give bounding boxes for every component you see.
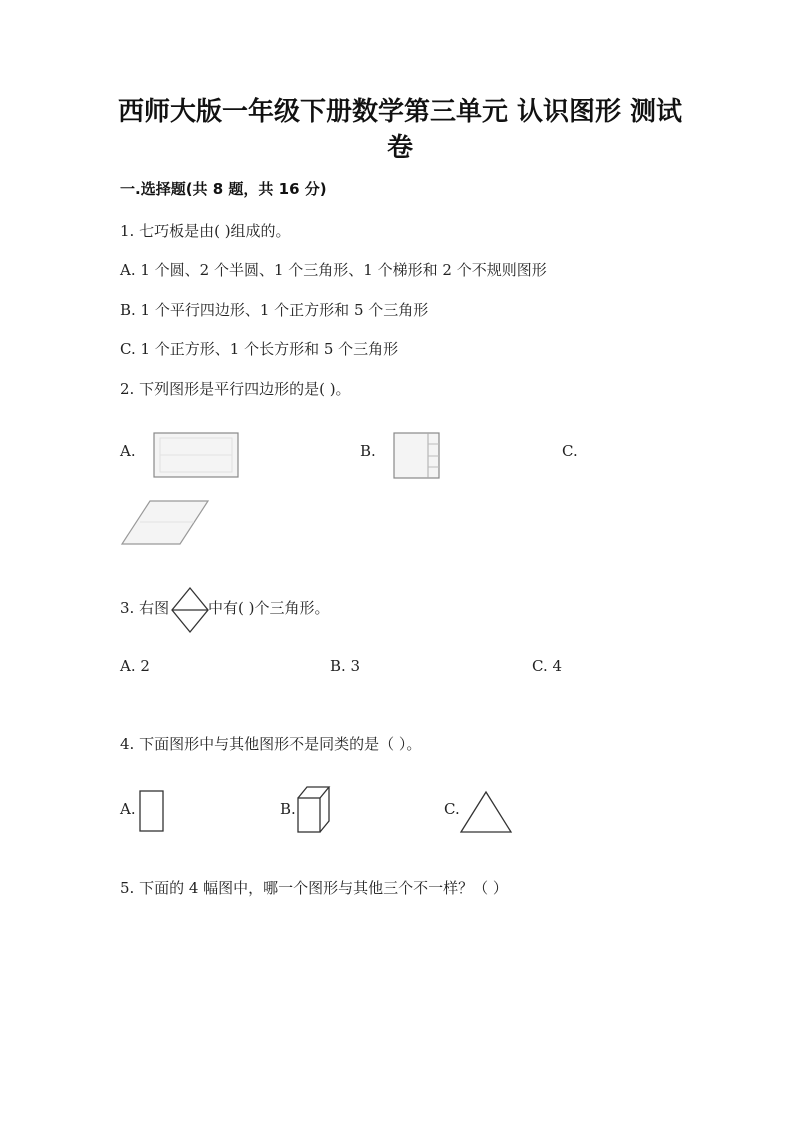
- question-3-stem-after: 中有( )个三角形。: [208, 599, 330, 617]
- square-figure-b: [390, 430, 444, 482]
- question-3-option-c: C. 4: [532, 657, 563, 675]
- parallelogram-figure-c: [118, 496, 214, 548]
- question-2-option-c-label: C.: [562, 442, 578, 460]
- question-3-stem-before: 3. 右图: [120, 599, 170, 617]
- question-4-option-b-label: B.: [280, 800, 296, 818]
- question-3-option-a: A. 2: [120, 657, 150, 675]
- triangle-figure: [458, 788, 516, 836]
- question-1-option-b: B. 1 个平行四边形、1 个正方形和 5 个三角形: [120, 301, 429, 319]
- diamond-triangles-figure: [170, 586, 210, 634]
- question-4-option-a-label: A.: [120, 800, 136, 818]
- title-line-1: 西师大版一年级下册数学第三单元 认识图形 测试: [117, 97, 683, 127]
- question-2-stem: 2. 下列图形是平行四边形的是( )。: [120, 380, 351, 398]
- title-line-2: 卷: [386, 133, 413, 163]
- question-5-stem: 5. 下面的 4 幅图中，哪一个图形与其他三个不一样？（ ）: [120, 879, 508, 897]
- question-1-option-c: C. 1 个正方形、1 个长方形和 5 个三角形: [120, 340, 399, 358]
- question-2-option-b-label: B.: [360, 442, 376, 460]
- question-4-stem: 4. 下面图形中与其他图形不是同类的是（ ）。: [120, 735, 422, 753]
- question-4-option-c-label: C.: [444, 800, 460, 818]
- rectangle-figure-a: [150, 430, 244, 480]
- question-3-option-b: B. 3: [330, 657, 361, 675]
- cuboid-figure: [294, 784, 334, 836]
- rectangle-figure: [136, 788, 168, 836]
- section-heading: 一.选择题(共 8 题，共 16 分): [120, 180, 327, 198]
- page-title: [110, 94, 690, 166]
- question-1-option-a: A. 1 个圆、2 个半圆、1 个三角形、1 个梯形和 2 个不规则图形: [120, 261, 547, 279]
- question-2-option-a-label: A.: [120, 442, 136, 460]
- question-1-stem: 1. 七巧板是由( )组成的。: [120, 222, 291, 240]
